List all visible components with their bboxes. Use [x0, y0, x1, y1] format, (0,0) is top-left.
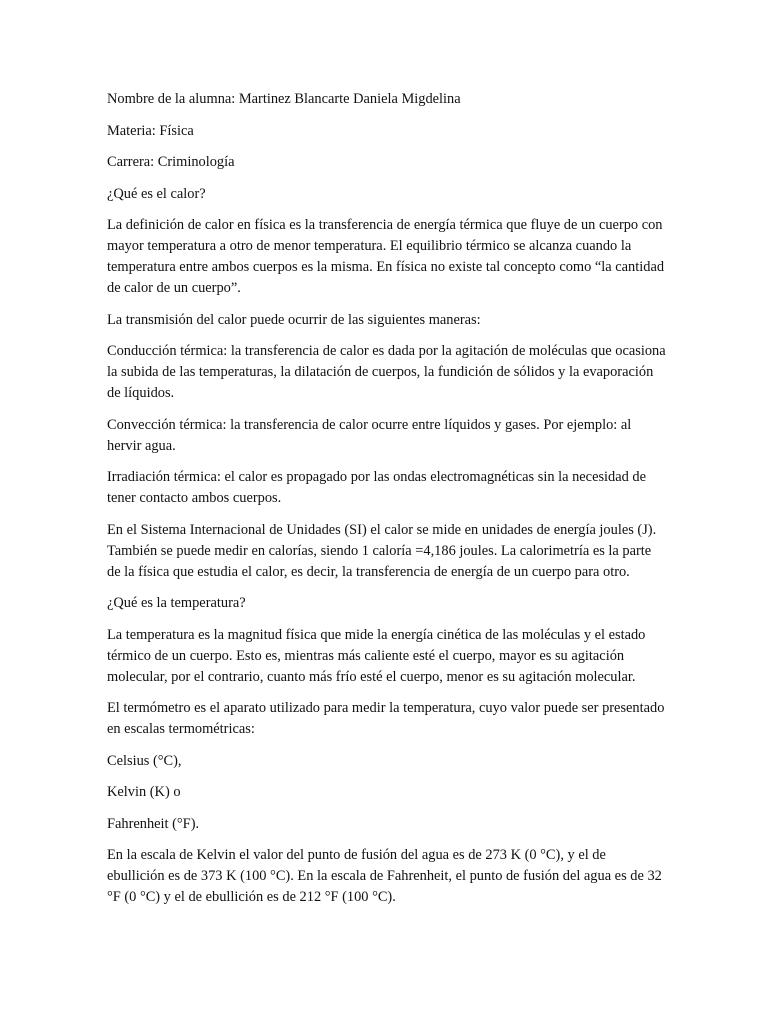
paragraph-heat-definition: La definición de calor en física es la transferencia de energía térmica que fluye de un cuerpo con mayor temperatura a otro de menor temperatura. El equilibrio térmico se alcanza cuando la temperatura entre ambos cuerpos es la misma. En física no existe tal concepto como “la cantidad de calor de un cuerpo”. — [107, 217, 665, 296]
heading-what-is-heat: ¿Qué es el calor? — [107, 185, 206, 202]
scale-fahrenheit: Fahrenheit (°F). — [107, 815, 200, 832]
career-line: Carrera: Criminología — [107, 154, 235, 170]
scale-celsius: Celsius (°C), — [107, 752, 182, 769]
document-body — [107, 89, 667, 919]
paragraph-thermal-radiation: Irradiación térmica: el calor es propagado por las ondas electromagnéticas sin la necesidad de tener contacto ambos cuerpos. — [107, 469, 647, 506]
heading-what-is-temperature: ¿Qué es la temperatura? — [107, 595, 246, 611]
paragraph-thermometer: El termómetro es el aparato utilizado para medir la temperatura, cuyo valor puede ser presentado en escalas termométricas: — [107, 700, 665, 737]
scale-kelvin: Kelvin (K) o — [107, 784, 181, 800]
paragraph-si-units: En el Sistema Internacional de Unidades (SI) el calor se mide en unidades de energía joules (J). También se puede medir en calorías, siendo 1 caloría =4,186 joules. La calorimetría es la parte de la física que estudia el calor, es decir, la transferencia de energía de un cuerpo para otro. — [107, 521, 657, 580]
paragraph-thermal-conduction: Conducción térmica: la transferencia de calor es dada por la agitación de moléculas que ocasiona la subida de las temperaturas, la dilatación de cuerpos, la fundición de sólidos y la evaporación de líquidos. — [107, 343, 666, 401]
paragraph-heat-transmission-intro: La transmisión del calor puede ocurrir de las siguientes maneras: — [107, 311, 481, 328]
subject-line: Materia: Física — [107, 122, 194, 139]
student-name-line: Nombre de la alumna: Martinez Blancarte Daniela Migdelina — [107, 91, 461, 107]
paragraph-temperature-definition: La temperatura es la magnitud física que mide la energía cinética de las moléculas y el estado térmico de un cuerpo. Esto es, mientras más caliente esté el cuerpo, mayor es su agitación molecular, por el contrario, cuanto más frío esté el cuerpo, menor es su agitación molecular. — [107, 626, 646, 685]
paragraph-scale-comparison: En la escala de Kelvin el valor del punto de fusión del agua es de 273 K (0 °C), y el de ebullición es de 373 K (100 °C). En la escala de Fahrenheit, el punto de fusión del agua es de 32 °F (0 °C) y el de ebullición es de 212 °F (100 °C). — [107, 847, 662, 905]
paragraph-thermal-convection: Convección térmica: la transferencia de calor ocurre entre líquidos y gases. Por ejemplo: al hervir agua. — [107, 416, 632, 454]
